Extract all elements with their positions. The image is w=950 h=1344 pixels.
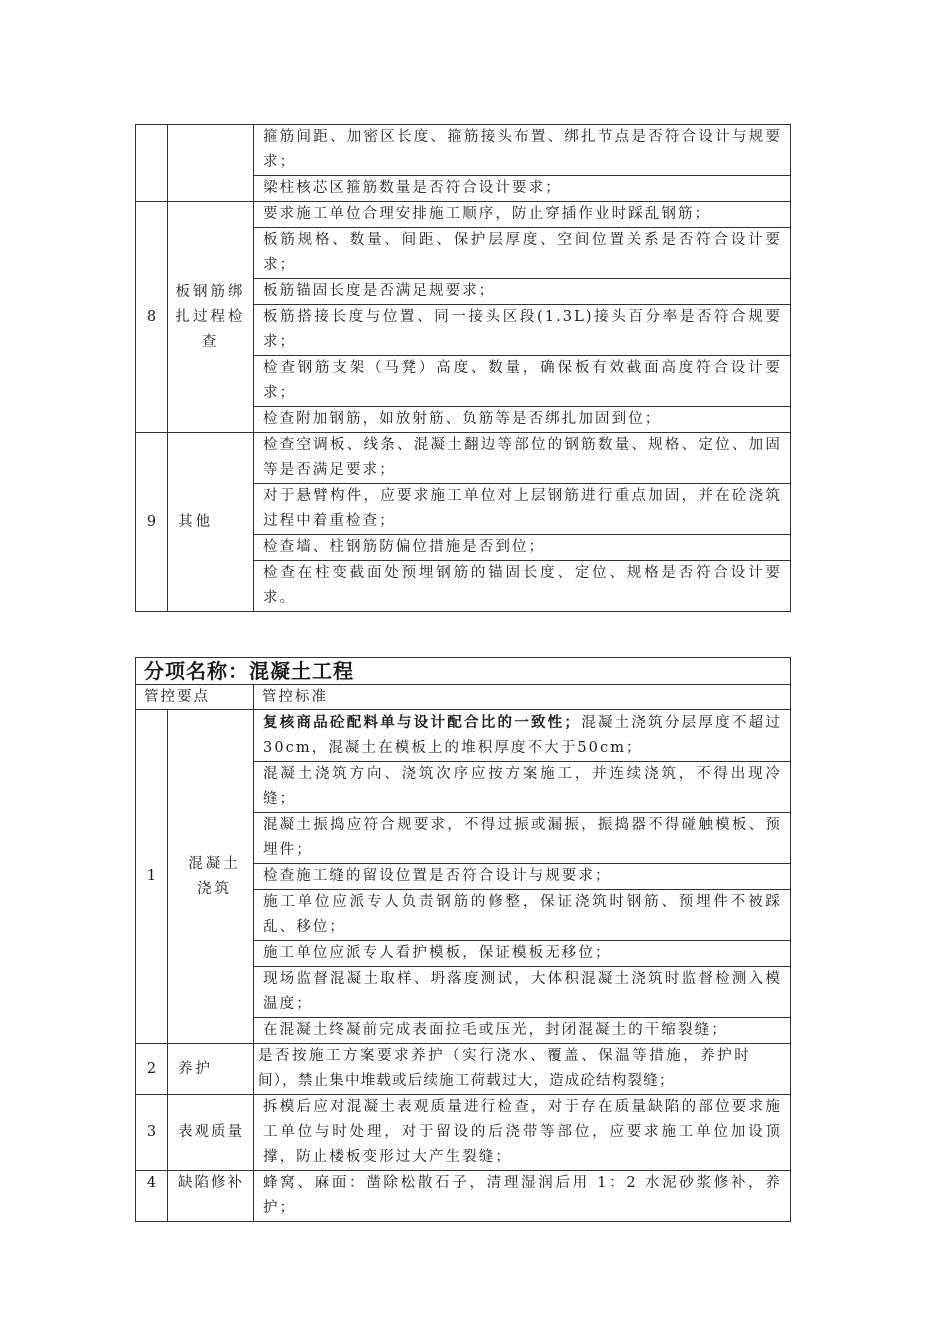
standard-cell: 混凝土浇筑方向、浇筑次序应按方案施工，并连续浇筑，不得出现冷缝； bbox=[254, 762, 791, 813]
row-number: 2 bbox=[136, 1044, 168, 1095]
standard-cell: 检查附加钢筋，如放射筋、负筋等是否绑扎加固到位； bbox=[254, 407, 791, 433]
standard-cell: 施工单位应派专人看护模板，保证模板无移位； bbox=[254, 941, 791, 967]
row-number: 9 bbox=[136, 433, 168, 612]
table-row bbox=[136, 1044, 791, 1095]
concrete-works-table bbox=[135, 657, 791, 1222]
standard-cell: 检查施工缝的留设位置是否符合设计与规要求； bbox=[254, 864, 791, 890]
standard-cell: 检查空调板、线条、混凝土翻边等部位的钢筋数量、规格、定位、加固等是否满足要求； bbox=[254, 433, 791, 484]
table-header-row bbox=[136, 685, 791, 710]
row-number: 3 bbox=[136, 1095, 168, 1171]
table-title-row bbox=[136, 658, 791, 685]
rebar-inspection-table bbox=[135, 124, 791, 612]
standard-cell: 板筋规格、数量、间距、保护层厚度、空间位置关系是否符合设计要求； bbox=[254, 228, 791, 279]
header-control-standards: 管控标准 bbox=[254, 685, 791, 710]
standard-cell bbox=[254, 710, 791, 762]
header-control-points: 管控要点 bbox=[136, 685, 254, 710]
table-row bbox=[136, 1095, 791, 1171]
control-point: 混凝土浇筑 bbox=[168, 710, 254, 1044]
control-point: 其他 bbox=[168, 433, 254, 612]
control-point: 板钢筋绑扎过程检查 bbox=[168, 202, 254, 433]
row-number: 1 bbox=[136, 710, 168, 1044]
standard-cell: 对于悬臂构件，应要求施工单位对上层钢筋进行重点加固，并在砼浇筑过程中着重检查； bbox=[254, 484, 791, 535]
control-point: 养护 bbox=[168, 1044, 254, 1095]
row-number: 4 bbox=[136, 1171, 168, 1222]
standard-cell: 混凝土振捣应符合规要求，不得过振或漏振，振捣器不得碰触模板、预埋件； bbox=[254, 813, 791, 864]
standard-cell: 板筋锚固长度是否满足规要求； bbox=[254, 279, 791, 305]
standard-text: 混凝土浇筑分层厚度不超过30cm，混凝土在模板上的堆积厚度不大于50cm； bbox=[263, 715, 783, 756]
control-point bbox=[168, 125, 254, 202]
section-title: 分项名称：混凝土工程 bbox=[136, 658, 791, 685]
standard-cell: 检查钢筋支架（马凳）高度、数量，确保板有效截面高度符合设计要求； bbox=[254, 356, 791, 407]
standard-cell: 施工单位应派专人负责钢筋的修整，保证浇筑时钢筋、预埋件不被踩乱、移位； bbox=[254, 890, 791, 941]
standard-cell: 蜂窝、麻面：凿除松散石子，清理湿润后用 1：2 水泥砂浆修补，养护； bbox=[254, 1171, 791, 1222]
standard-cell: 板筋搭接长度与位置、同一接头区段(1.3L)接头百分率是否符合规要求； bbox=[254, 305, 791, 356]
standard-cell: 是否按施工方案要求养护（实行浇水、覆盖、保温等措施，养护时间），禁止集中堆载或后续施工荷载过大，造成砼结构裂缝； bbox=[254, 1044, 791, 1095]
standard-cell: 拆模后应对混凝土表观质量进行检查，对于存在质量缺陷的部位要求施工单位与时处理，对于留设的后浇带等部位，应要求施工单位加设顶撑，防止楼板变形过大产生裂缝； bbox=[254, 1095, 791, 1171]
table-row bbox=[136, 125, 791, 176]
table-row bbox=[136, 202, 791, 228]
table-row bbox=[136, 433, 791, 484]
standard-cell: 现场监督混凝土取样、坍落度测试，大体积混凝土浇筑时监督检测入模温度； bbox=[254, 967, 791, 1018]
table-row bbox=[136, 1171, 791, 1222]
standard-emphasis: 复核商品砼配料单与设计配合比的一致性； bbox=[263, 714, 582, 731]
standard-cell: 箍筋间距、加密区长度、箍筋接头布置、绑扎节点是否符合设计与规要求； bbox=[254, 125, 791, 176]
standard-cell: 检查墙、柱钢筋防偏位措施是否到位； bbox=[254, 535, 791, 561]
standard-cell: 要求施工单位合理安排施工顺序，防止穿插作业时踩乱钢筋； bbox=[254, 202, 791, 228]
control-point: 缺陷修补 bbox=[168, 1171, 254, 1222]
row-number bbox=[136, 125, 168, 202]
standard-cell: 梁柱核芯区箍筋数量是否符合设计要求； bbox=[254, 176, 791, 202]
standard-cell: 在混凝土终凝前完成表面拉毛或压光，封闭混凝土的干缩裂缝； bbox=[254, 1018, 791, 1044]
table-row bbox=[136, 710, 791, 762]
control-point: 表观质量 bbox=[168, 1095, 254, 1171]
standard-cell: 检查在柱变截面处预埋钢筋的锚固长度、定位、规格是否符合设计要求。 bbox=[254, 561, 791, 612]
row-number: 8 bbox=[136, 202, 168, 433]
